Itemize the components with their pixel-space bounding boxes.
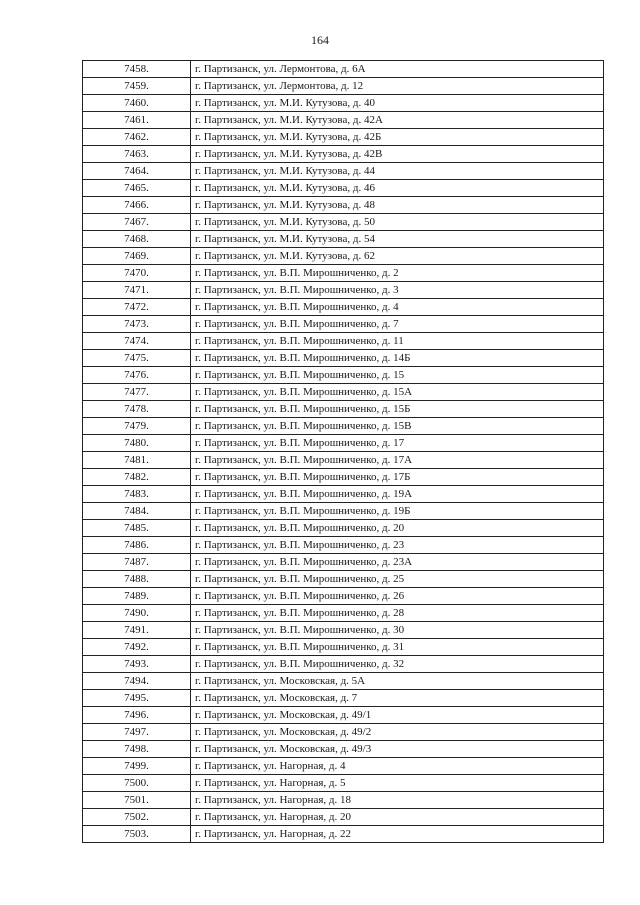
table-row (83, 78, 604, 95)
row-address: г. Партизанск, ул. М.И. Кутузова, д. 42А (191, 112, 604, 129)
row-number: 7488. (83, 571, 191, 588)
table-row (83, 384, 604, 401)
table-row (83, 367, 604, 384)
table-row (83, 197, 604, 214)
table-row (83, 61, 604, 78)
row-address: г. Партизанск, ул. В.П. Мирошниченко, д. 14Б (191, 350, 604, 367)
row-number: 7478. (83, 401, 191, 418)
row-address: г. Партизанск, ул. Нагорная, д. 20 (191, 809, 604, 826)
table-row (83, 707, 604, 724)
row-number: 7472. (83, 299, 191, 316)
row-number: 7465. (83, 180, 191, 197)
table-row (83, 537, 604, 554)
table-row (83, 452, 604, 469)
row-number: 7483. (83, 486, 191, 503)
table-row (83, 435, 604, 452)
row-address: г. Партизанск, ул. В.П. Мирошниченко, д. 4 (191, 299, 604, 316)
table-row (83, 146, 604, 163)
table-row (83, 639, 604, 656)
row-number: 7462. (83, 129, 191, 146)
row-address: г. Партизанск, ул. В.П. Мирошниченко, д. 28 (191, 605, 604, 622)
table-row (83, 316, 604, 333)
row-number: 7460. (83, 95, 191, 112)
row-number: 7495. (83, 690, 191, 707)
row-address: г. Партизанск, ул. М.И. Кутузова, д. 48 (191, 197, 604, 214)
row-address: г. Партизанск, ул. Нагорная, д. 5 (191, 775, 604, 792)
row-address: г. Партизанск, ул. В.П. Мирошниченко, д. 19Б (191, 503, 604, 520)
table-row (83, 775, 604, 792)
row-number: 7458. (83, 61, 191, 78)
row-number: 7470. (83, 265, 191, 282)
row-address: г. Партизанск, ул. В.П. Мирошниченко, д. 15А (191, 384, 604, 401)
row-address: г. Партизанск, ул. В.П. Мирошниченко, д. 2 (191, 265, 604, 282)
row-address: г. Партизанск, ул. В.П. Мирошниченко, д. 30 (191, 622, 604, 639)
row-address: г. Партизанск, ул. В.П. Мирошниченко, д. 17А (191, 452, 604, 469)
table-row (83, 265, 604, 282)
address-table (82, 60, 604, 843)
row-number: 7461. (83, 112, 191, 129)
table-row (83, 503, 604, 520)
row-address: г. Партизанск, ул. В.П. Мирошниченко, д. 17 (191, 435, 604, 452)
row-number: 7497. (83, 724, 191, 741)
row-address: г. Партизанск, ул. М.И. Кутузова, д. 44 (191, 163, 604, 180)
row-address: г. Партизанск, ул. Нагорная, д. 22 (191, 826, 604, 843)
row-address: г. Партизанск, ул. М.И. Кутузова, д. 42В (191, 146, 604, 163)
table-row (83, 401, 604, 418)
row-address: г. Партизанск, ул. В.П. Мирошниченко, д. 15Б (191, 401, 604, 418)
row-address: г. Партизанск, ул. В.П. Мирошниченко, д. 25 (191, 571, 604, 588)
table-row (83, 809, 604, 826)
table-row (83, 214, 604, 231)
row-number: 7477. (83, 384, 191, 401)
table-row (83, 673, 604, 690)
row-address: г. Партизанск, ул. М.И. Кутузова, д. 50 (191, 214, 604, 231)
row-number: 7466. (83, 197, 191, 214)
row-number: 7481. (83, 452, 191, 469)
row-address: г. Партизанск, ул. В.П. Мирошниченко, д. 17Б (191, 469, 604, 486)
row-address: г. Партизанск, ул. Московская, д. 49/1 (191, 707, 604, 724)
row-number: 7469. (83, 248, 191, 265)
row-address: г. Партизанск, ул. В.П. Мирошниченко, д. 11 (191, 333, 604, 350)
row-address: г. Партизанск, ул. М.И. Кутузова, д. 46 (191, 180, 604, 197)
table-row (83, 758, 604, 775)
row-number: 7482. (83, 469, 191, 486)
row-address: г. Партизанск, ул. Нагорная, д. 4 (191, 758, 604, 775)
row-number: 7502. (83, 809, 191, 826)
table-row (83, 588, 604, 605)
table-row (83, 95, 604, 112)
row-address: г. Партизанск, ул. М.И. Кутузова, д. 54 (191, 231, 604, 248)
row-number: 7479. (83, 418, 191, 435)
table-row (83, 418, 604, 435)
table-row (83, 622, 604, 639)
row-address: г. Партизанск, ул. М.И. Кутузова, д. 40 (191, 95, 604, 112)
table-row (83, 163, 604, 180)
row-number: 7471. (83, 282, 191, 299)
row-address: г. Партизанск, ул. Московская, д. 49/2 (191, 724, 604, 741)
table-row (83, 112, 604, 129)
row-number: 7496. (83, 707, 191, 724)
table-row (83, 248, 604, 265)
row-number: 7487. (83, 554, 191, 571)
row-number: 7500. (83, 775, 191, 792)
table-row (83, 299, 604, 316)
row-number: 7468. (83, 231, 191, 248)
address-table-body (83, 61, 604, 843)
row-address: г. Партизанск, ул. В.П. Мирошниченко, д. 7 (191, 316, 604, 333)
table-row (83, 180, 604, 197)
row-number: 7475. (83, 350, 191, 367)
row-address: г. Партизанск, ул. В.П. Мирошниченко, д. 15 (191, 367, 604, 384)
row-number: 7474. (83, 333, 191, 350)
table-row (83, 741, 604, 758)
row-number: 7484. (83, 503, 191, 520)
row-address: г. Партизанск, ул. В.П. Мирошниченко, д. 20 (191, 520, 604, 537)
row-number: 7489. (83, 588, 191, 605)
page-number: 164 (311, 33, 329, 47)
row-address: г. Партизанск, ул. Лермонтова, д. 12 (191, 78, 604, 95)
row-address: г. Партизанск, ул. Лермонтова, д. 6А (191, 61, 604, 78)
row-address: г. Партизанск, ул. В.П. Мирошниченко, д. 3 (191, 282, 604, 299)
row-address: г. Партизанск, ул. Нагорная, д. 18 (191, 792, 604, 809)
table-row (83, 792, 604, 809)
table-row (83, 826, 604, 843)
row-number: 7476. (83, 367, 191, 384)
row-number: 7464. (83, 163, 191, 180)
table-row (83, 656, 604, 673)
row-number: 7486. (83, 537, 191, 554)
table-row (83, 231, 604, 248)
table-row (83, 605, 604, 622)
table-row (83, 282, 604, 299)
row-address: г. Партизанск, ул. В.П. Мирошниченко, д. 23 (191, 537, 604, 554)
row-address: г. Партизанск, ул. В.П. Мирошниченко, д. 19А (191, 486, 604, 503)
row-address: г. Партизанск, ул. М.И. Кутузова, д. 62 (191, 248, 604, 265)
table-row (83, 571, 604, 588)
table-row (83, 469, 604, 486)
row-number: 7499. (83, 758, 191, 775)
row-number: 7485. (83, 520, 191, 537)
row-address: г. Партизанск, ул. Московская, д. 7 (191, 690, 604, 707)
table-row (83, 690, 604, 707)
row-address: г. Партизанск, ул. Московская, д. 5А (191, 673, 604, 690)
table-row (83, 554, 604, 571)
table-row (83, 724, 604, 741)
row-address: г. Партизанск, ул. В.П. Мирошниченко, д. 23А (191, 554, 604, 571)
row-number: 7463. (83, 146, 191, 163)
row-address: г. Партизанск, ул. В.П. Мирошниченко, д. 26 (191, 588, 604, 605)
row-address: г. Партизанск, ул. М.И. Кутузова, д. 42Б (191, 129, 604, 146)
row-number: 7503. (83, 826, 191, 843)
row-number: 7473. (83, 316, 191, 333)
row-number: 7492. (83, 639, 191, 656)
row-number: 7480. (83, 435, 191, 452)
row-address: г. Партизанск, ул. В.П. Мирошниченко, д. 32 (191, 656, 604, 673)
table-row (83, 520, 604, 537)
row-number: 7501. (83, 792, 191, 809)
row-number: 7498. (83, 741, 191, 758)
row-number: 7490. (83, 605, 191, 622)
row-address: г. Партизанск, ул. Московская, д. 49/3 (191, 741, 604, 758)
row-number: 7459. (83, 78, 191, 95)
table-row (83, 333, 604, 350)
row-address: г. Партизанск, ул. В.П. Мирошниченко, д. 31 (191, 639, 604, 656)
row-number: 7467. (83, 214, 191, 231)
row-number: 7493. (83, 656, 191, 673)
row-number: 7491. (83, 622, 191, 639)
table-row (83, 350, 604, 367)
table-row (83, 129, 604, 146)
table-row (83, 486, 604, 503)
row-number: 7494. (83, 673, 191, 690)
row-address: г. Партизанск, ул. В.П. Мирошниченко, д. 15В (191, 418, 604, 435)
